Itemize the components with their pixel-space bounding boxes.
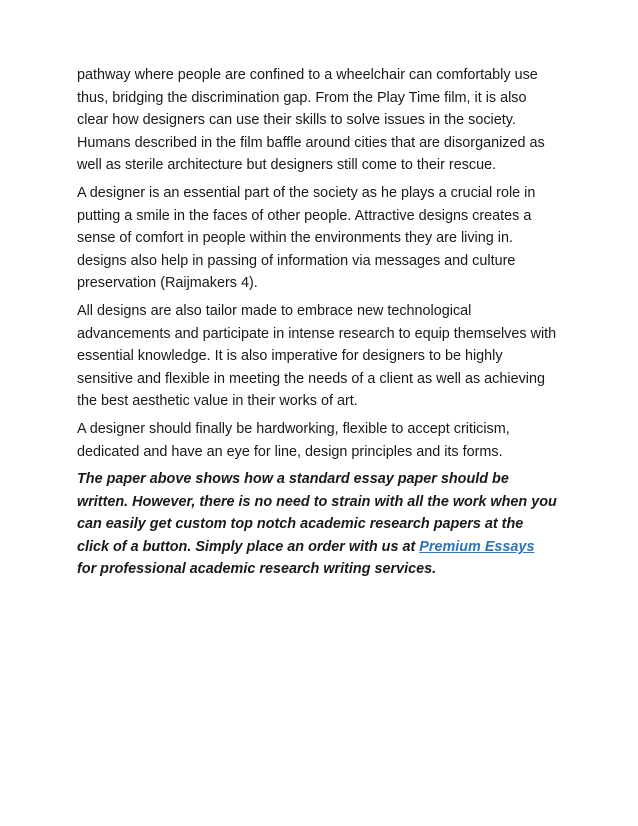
paragraph-designer-role: A designer is an essential part of the society as he plays a crucial role in putting a smile in the faces of other people. Attractive designs creates a sense of comfort in people within the environments they are living in. designs also help in passing of information via messages and culture preservation (Raijmakers 4). [77,184,536,292]
paragraph-designer-qualities: A designer should finally be hardworking, flexible to accept criticism, dedicated and have an eye for line, design principles and its forms. [77,420,510,460]
paragraph-wheelchair-playtime: pathway where people are confined to a wheelchair can comfortably use thus, bridging the discrimination gap. From the Play Time film, it is also clear how designers can use their skills to solve issues in the society. Humans described in the film baffle around cities that are disorganized as well as sterile architecture but designers still come to their rescue. [77,67,545,174]
paragraph-tailor-made-designs: All designs are also tailor made to embrace new technological advancements and participate in intense research to equip themselves with essential knowledge. It is also imperative for designers to be highly sensitive and flexible in meeting the needs of a client as well as achieving the best aesthetic value in their works of art. [77,302,557,410]
premium-essays-link[interactable]: Premium Essays [419,538,535,555]
document-body [77,64,557,581]
promo-text-before: The paper above shows how a standard essay paper should be written. However, there is no need to strain with all the work when you can easily get custom top notch academic research papers at the click of a button. Simply place an order with us at [77,471,557,555]
promo-text-after: for professional academic research writing services. [77,561,437,578]
promo-paragraph [77,468,557,581]
